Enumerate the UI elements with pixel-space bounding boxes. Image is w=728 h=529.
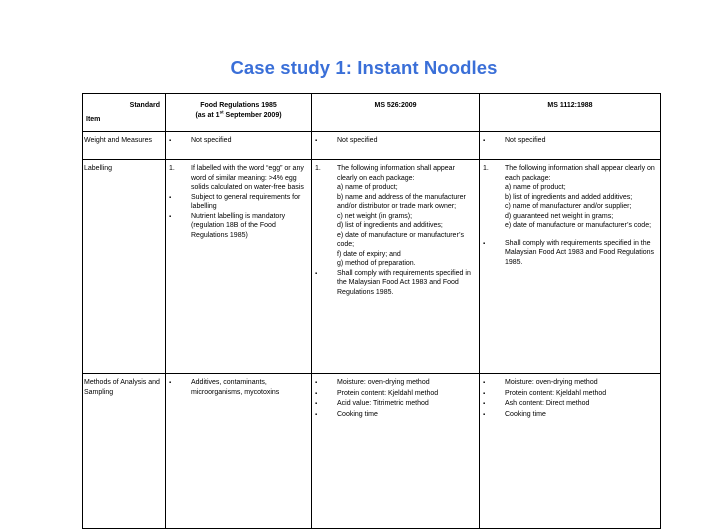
list-item-text: Subject to general requirements for labelling (191, 193, 301, 210)
ms526-line: f) date of expiry; and (337, 250, 401, 258)
ms526-line: g) method of preparation. (337, 260, 416, 267)
header-ms526-label: MS 526:2009 (374, 102, 417, 109)
weight-food-reg-text: Not specified (191, 137, 232, 144)
list-item-text: Nutrient labelling is mandatory (regulation 18B of the Food Regulations 1985) (191, 212, 286, 239)
item-labelling: Labelling (83, 160, 166, 374)
cell-methods-ms1112 (480, 374, 661, 529)
ms1112-line: e) date of manufacture or manufacturer’s code; (505, 222, 652, 229)
list-number: 1. (169, 165, 175, 172)
cell-labelling-ms1112 (480, 160, 661, 374)
list-item-text: Cooking time (337, 410, 378, 418)
item-methods: Methods of Analysis and Sampling (83, 374, 166, 529)
list-item-text: Protein content: Kjeldahl method (337, 389, 439, 397)
header-food-reg-date-sup: st (219, 109, 224, 115)
bullet-icon (169, 193, 191, 212)
ms526-intro: The following information shall appear clearly on each package: (337, 165, 455, 182)
list-item (483, 410, 658, 421)
bullet-icon (315, 378, 337, 389)
cell-weight-ms526 (312, 132, 480, 160)
ms1112-comply-text: Shall comply with requirements specified in the Malaysian Food Act 1983 and Food Regulations 1985. (505, 239, 655, 266)
ms1112-line: c) name of manufacturer and/or supplier; (505, 203, 632, 210)
list-item (315, 410, 477, 421)
list-item (315, 269, 477, 298)
list-item-text: Acid value: Titrimetric method (337, 400, 429, 407)
row-labelling (83, 160, 661, 374)
list-item-text: Cooking time (505, 410, 546, 418)
header-ms526 (312, 94, 480, 132)
ms526-line: c) net weight (in grams); (337, 212, 413, 220)
list-item (483, 389, 658, 400)
list-item (483, 239, 658, 268)
header-ms1112 (480, 94, 661, 132)
header-food-reg-date-pre: (as at 1 (195, 111, 220, 119)
header-standard-label: Standard (129, 102, 160, 109)
bullet-icon (483, 239, 505, 268)
bullet-icon (315, 410, 337, 421)
list-item (315, 389, 477, 400)
header-food-regulations (166, 94, 312, 132)
cell-labelling-ms526 (312, 160, 480, 374)
bullet-icon (169, 212, 191, 241)
list-item (169, 212, 309, 241)
bullet-icon (315, 399, 337, 410)
bullet-icon (315, 136, 337, 147)
bullet-icon (315, 389, 337, 400)
cell-methods-ms526 (312, 374, 480, 529)
list-number: 1. (483, 165, 489, 172)
ms526-comply-text: Shall comply with requirements specified in the Malaysian Food Act 1983 and Food Regulations 1985. (337, 269, 471, 296)
cell-labelling-food-reg (166, 160, 312, 374)
list-item-text: If labelled with the word “egg” or any word of similar meaning: >4% egg solids calculated on water-free basis (191, 165, 304, 191)
list-number: 1. (315, 165, 321, 172)
cell-weight-ms1112 (480, 132, 661, 160)
list-item (315, 164, 477, 269)
header-item-label: Item (86, 116, 101, 123)
list-item (169, 193, 309, 212)
weight-ms526-text: Not specified (337, 137, 378, 144)
item-weight-measures: Weight and Measures (83, 132, 166, 160)
header-ms1112-label: MS 1112:1988 (547, 102, 593, 109)
ms1112-intro: The following information shall appear clearly on each package: (505, 165, 655, 182)
list-item-text: Moisture: oven-drying method (337, 379, 430, 386)
list-item-text: Protein content: Kjeldahl method (505, 389, 607, 397)
ms526-line: d) list of ingredients and additives; (337, 222, 443, 229)
row-weight-measures (83, 132, 661, 160)
bullet-icon (169, 136, 191, 147)
list-item (169, 164, 309, 193)
header-row (83, 94, 661, 132)
ms1112-line: d) guaranteed net weight in grams; (505, 212, 614, 220)
header-food-reg-line1: Food Regulations 1985 (200, 102, 277, 109)
header-standard-item-cell (83, 94, 166, 132)
header-food-reg-date-post: September 2009) (223, 111, 282, 119)
row-methods (83, 374, 661, 529)
bullet-icon (483, 399, 505, 410)
list-item-text: Ash content: Direct method (505, 400, 590, 407)
list-item (483, 378, 658, 389)
ms526-line: a) name of product; (337, 184, 398, 191)
bullet-icon (169, 378, 191, 397)
list-item-text: Additives, contaminants, microorganisms, mycotoxins (191, 379, 280, 396)
ms1112-line: a) name of product; (505, 184, 566, 191)
bullet-icon (315, 269, 337, 298)
cell-weight-food-reg (166, 132, 312, 160)
list-item-text: Moisture: oven-drying method (505, 379, 598, 386)
bullet-icon (483, 136, 505, 147)
bullet-icon (483, 410, 505, 421)
ms1112-line: b) list of ingredients and added additives; (505, 193, 633, 201)
ms526-line: b) name and address of the manufacturer and/or distributor or trade mark owner; (337, 193, 466, 210)
bullet-icon (483, 378, 505, 389)
header-food-reg-line2 (166, 111, 311, 121)
weight-ms1112-text: Not specified (505, 137, 546, 144)
list-item (169, 378, 309, 397)
cell-methods-food-reg (166, 374, 312, 529)
comparison-table (82, 93, 661, 529)
ms526-line: e) date of manufacture or manufacturer’s code; (337, 231, 464, 248)
bullet-icon (483, 389, 505, 400)
list-item (315, 399, 477, 410)
list-item (315, 378, 477, 389)
list-item (483, 399, 658, 410)
list-item (483, 164, 658, 231)
page-title: Case study 1: Instant Noodles (230, 57, 498, 78)
